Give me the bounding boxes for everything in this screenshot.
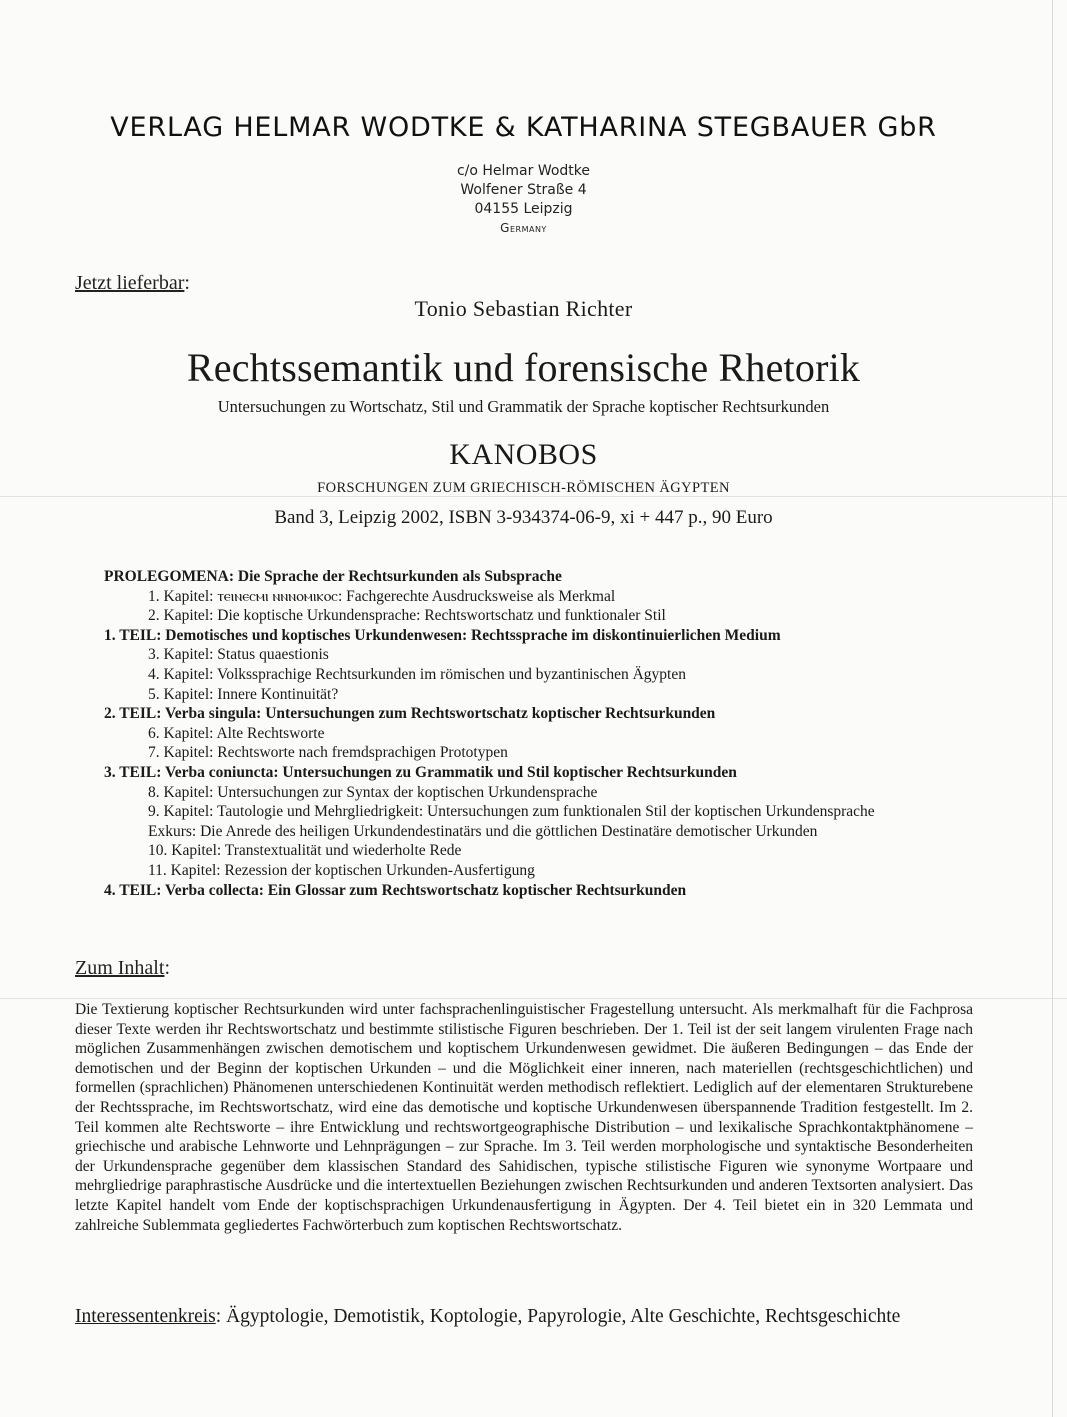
toc-chapter: 2. Kapitel: Die koptische Urkundensprache: Rechtswortschatz und funktionaler Stil xyxy=(148,607,666,625)
toc-chapter: 7. Kapitel: Rechtsworte nach fremdsprachigen Prototypen xyxy=(148,744,508,762)
summary-label: Zum Inhalt xyxy=(75,957,165,979)
toc-part-heading: PROLEGOMENA: Die Sprache der Rechtsurkunden als Subsprache xyxy=(104,568,562,585)
toc-chapter: 1. Kapitel: ⲧⲉⲓⲛⲉⲥⲙⲓ ⲛⲛⲛⲟⲙⲓⲕⲟⲥ: Fachgerechte Ausdrucksweise als Merkmal xyxy=(148,587,616,605)
toc-part-heading: 3. TEIL: Verba coniuncta: Untersuchungen zu Grammatik und Stil koptischer Rechtsurkunden xyxy=(104,764,737,781)
series-subtitle: FORSCHUNGEN ZUM GRIECHISCH-RÖMISCHEN ÄGYPTEN xyxy=(317,480,730,496)
interests-label: Interessentenkreis xyxy=(75,1306,216,1327)
series-name: KANOBOS xyxy=(449,438,598,471)
availability-label: Jetzt lieferbar xyxy=(75,272,185,294)
book-author: Tonio Sebastian Richter xyxy=(414,296,633,321)
book-title: Rechtssemantik und forensische Rhetorik xyxy=(186,345,861,390)
toc-chapter: 11. Kapitel: Rezession der koptischen Urkunden-Ausfertigung xyxy=(148,862,535,879)
interests-text: Ägyptologie, Demotistik, Koptologie, Papyrologie, Alte Geschichte, Rechtsgeschichte xyxy=(226,1306,901,1327)
summary-heading: Zum Inhalt: xyxy=(75,957,170,979)
address-line: Wolfener Straße 4 xyxy=(460,182,587,198)
toc-chapter: 9. Kapitel: Tautologie und Mehrgliedrigkeit: Untersuchungen zum funktionalen Stil der koptischen Urkundensprache xyxy=(148,803,875,821)
address-line: c/o Helmar Wodtke xyxy=(456,163,591,179)
availability-heading: Jetzt lieferbar: xyxy=(75,272,190,294)
paper-edge xyxy=(1052,0,1053,1417)
interests-line: Interessentenkreis: Ägyptologie, Demotistik, Koptologie, Papyrologie, Alte Geschichte, Rechtsgeschichte xyxy=(75,1306,901,1327)
toc-chapter: 5. Kapitel: Innere Kontinuität? xyxy=(148,685,339,703)
fold-line xyxy=(0,998,1067,999)
toc-chapter: 6. Kapitel: Alte Rechtsworte xyxy=(148,724,325,742)
toc-chapter: Exkurs: Die Anrede des heiligen Urkundendestinatärs und die göttlichen Destinatäre demotischer Urkunden xyxy=(148,822,818,840)
address-line: 04155 Leipzig xyxy=(474,201,573,217)
toc-chapter: 3. Kapitel: Status quaestionis xyxy=(148,646,329,664)
toc-part-heading: 2. TEIL: Verba singula: Untersuchungen zum Rechtswortschatz koptischer Rechtsurkunden xyxy=(104,705,716,723)
toc-chapter: 4. Kapitel: Volkssprachige Rechtsurkunden im römischen und byzantinischen Ägypten xyxy=(148,666,686,683)
summary-text: Die Textierung koptischer Rechtsurkunden wird unter fachsprachenlinguistischer Fragestellung untersucht. Als merkmalhaft für die Fachprosa dieser Texte werden ihr Rechtswortschatz und bestimmte stilistische Figuren beschrieben. Der 1. Teil ist der seit langem virulenten Frage nach möglichen Zusammenhängen zwischen demotischem und koptischem Urkundenwesen gewidmet. Die äußeren Bedingungen – das Ende der demotischen und der Beginn der koptischen Urkunden – und die Möglichkeit einer inneren, nach materiellen (rechtsgeschichtlichen) und formellen (sprachlichen) Phänomenen unterschiedenen Kontinuität werden methodisch reflektiert. Lediglich auf der elementaren Strukturebene der Rechtssprache, im Rechtswortschatz, wird eine das demotische und koptische Urkundenwesen überspannende Tradition festgestellt. Im 2. Teil kommen alte Rechtsworte – ihre Entwicklung und rechtswortgeographische Distribution – und lexikalische Sprachkontaktphänomene – griechische und arabische Lehnworte und Lehnprägungen – zur Sprache. Im 3. Teil werden morphologische und syntaktische Besonderheiten der Urkundensprache gegenüber dem klassischen Standard des Sahidischen, typische stilistische Figuren wie synonyme Wortpaare und mehrgliedrige paraphrastische Ausdrücke und die intertextuellen Beziehungen zwischen Rechtsurkunden und anderen Textsorten analysiert. Das letzte Kapitel handelt vom Ende der koptischsprachigen Urkundenausfertigung in Ägypten. Der 4. Teil bietet ein in 320 Lemmata und zahlreiche Sublemmata gegliedertes Fachwörterbuch zum koptischen Rechtswortschatz. xyxy=(75,1001,973,1234)
address-country: Germany xyxy=(500,221,547,235)
toc-chapter: 8. Kapitel: Untersuchungen zur Syntax der koptischen Urkundensprache xyxy=(148,783,598,801)
publisher-name: VERLAG HELMAR WODTKE & KATHARINA STEGBAUER GbR xyxy=(110,112,937,143)
toc-chapter: 10. Kapitel: Transtextualität und wiederholte Rede xyxy=(148,842,462,860)
publisher-address xyxy=(0,162,1047,238)
bibliographic-info: Band 3, Leipzig 2002, ISBN 3-934374-06-9, xi + 447 p., 90 Euro xyxy=(274,507,773,528)
book-subtitle: Untersuchungen zu Wortschatz, Stil und Grammatik der Sprache koptischer Rechtsurkunden xyxy=(217,397,830,416)
toc-part-heading: 1. TEIL: Demotisches und koptisches Urkundenwesen: Rechtssprache im diskontinuierlichen Medium xyxy=(104,626,781,644)
toc-part-heading: 4. TEIL: Verba collecta: Ein Glossar zum Rechtswortschatz koptischer Rechtsurkunden xyxy=(104,881,687,899)
